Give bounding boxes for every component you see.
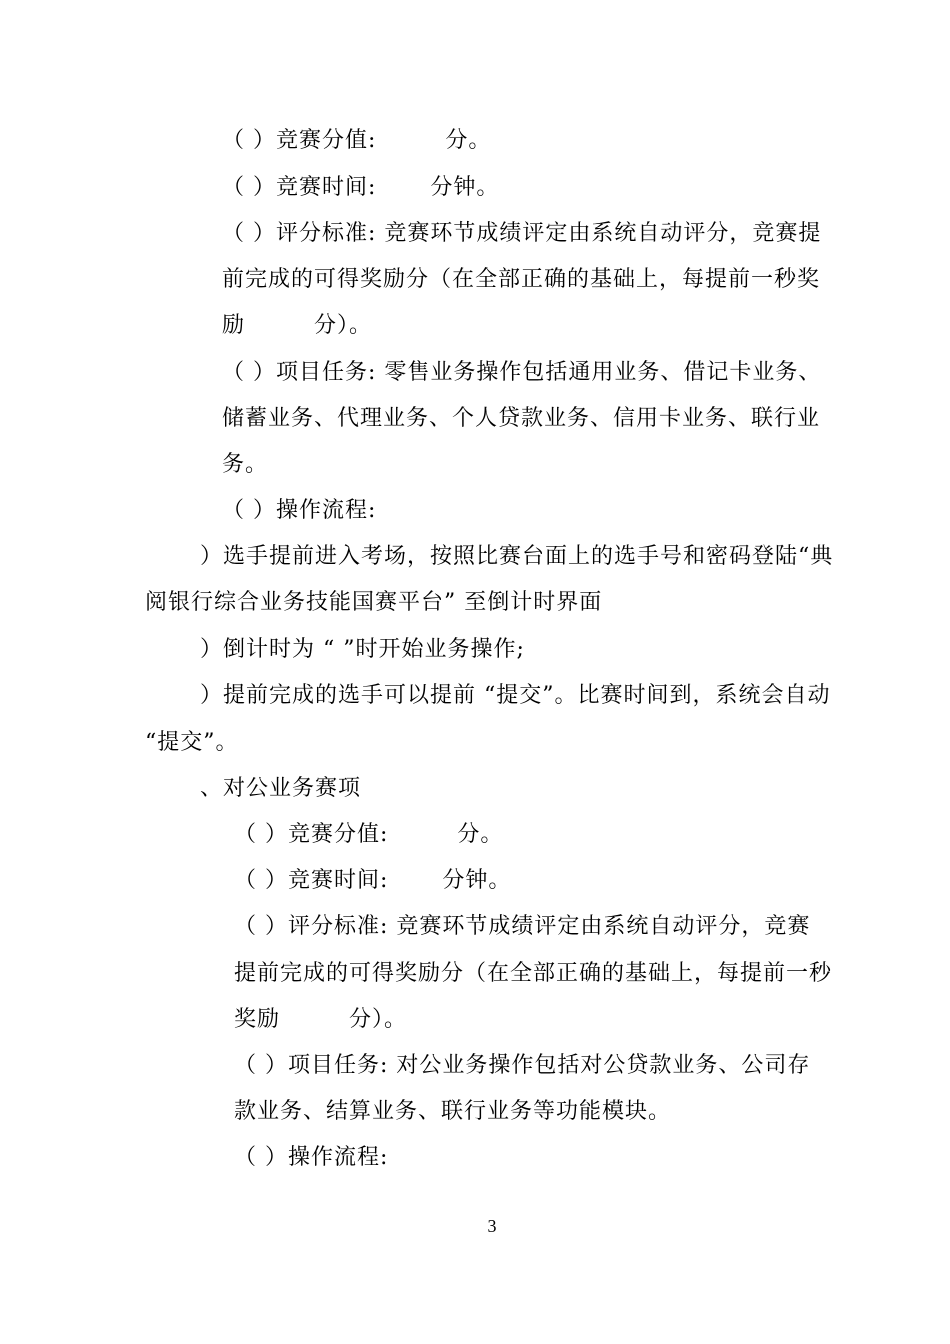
retail-scoring-line-1: （ ）评分标准: 竞赛环节成绩评定由系统自动评分，竞赛提	[222, 221, 822, 246]
retail-scoring-line-2: 前完成的可得奖励分（在全部正确的基础上，每提前一秒奖	[222, 267, 821, 292]
corporate-scoring-line-3: 奖励 分）。	[234, 1007, 408, 1032]
process-step-1-line-2: 阅银行综合业务技能国赛平台” 至倒计时界面	[145, 590, 603, 615]
retail-time-line: （ ）竞赛时间: 分钟。	[222, 175, 500, 200]
retail-score-value-line: （ ）竞赛分值: 分。	[222, 128, 492, 153]
corporate-process-heading: （ ）操作流程:	[234, 1145, 389, 1170]
retail-task-line-3: 务。	[222, 452, 269, 477]
retail-task-line-1: （ ）项目任务: 零售业务操作包括通用业务、借记卡业务、	[222, 360, 822, 385]
corporate-scoring-line-1: （ ）评分标准: 竞赛环节成绩评定由系统自动评分，竞赛	[234, 914, 811, 939]
corporate-scoring-line-2: 提前完成的可得奖励分（在全部正确的基础上，每提前一秒	[234, 961, 833, 986]
process-step-1-line-1: ）选手提前进入考场，按照比赛台面上的选手号和密码登陆“典	[200, 544, 834, 569]
process-step-2: ）倒计时为 “ ”时开始业务操作;	[200, 637, 525, 662]
process-step-3-line-2: “提交”。	[145, 730, 239, 755]
corporate-task-line-2: 款业务、结算业务、联行业务等功能模块。	[234, 1099, 672, 1124]
page-number: 3	[487, 1216, 497, 1236]
corporate-section-heading: 、对公业务赛项	[200, 776, 362, 801]
process-step-3-line-1: ）提前完成的选手可以提前 “提交”。比赛时间到，系统会自动	[200, 683, 831, 708]
corporate-score-value-line: （ ）竞赛分值: 分。	[234, 822, 504, 847]
retail-task-line-2: 储蓄业务、代理业务、个人贷款业务、信用卡业务、联行业	[222, 406, 821, 431]
retail-process-heading: （ ）操作流程:	[222, 498, 377, 523]
corporate-time-line: （ ）竞赛时间: 分钟。	[234, 868, 512, 893]
corporate-task-line-1: （ ）项目任务: 对公业务操作包括对公贷款业务、公司存	[234, 1053, 811, 1078]
retail-scoring-line-3: 励 分）。	[222, 313, 373, 338]
